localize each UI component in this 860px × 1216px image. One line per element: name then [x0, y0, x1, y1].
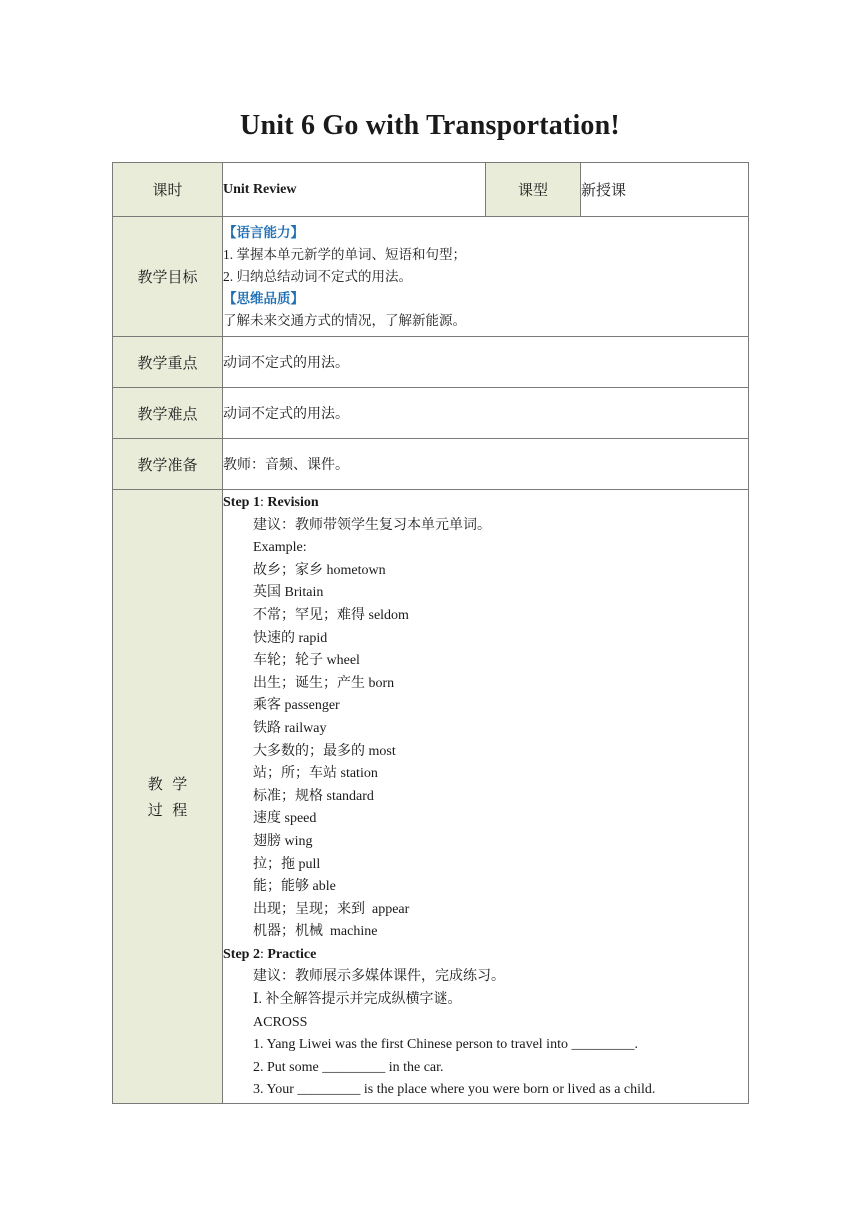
difficulties-label: 教学难点 [113, 388, 223, 439]
clue-item: 2. Put some _________ in the car. [253, 1059, 444, 1075]
document-title: Unit 6 Go with Transportation! [240, 110, 620, 141]
word-item: 标准；规格 standard [253, 788, 374, 804]
lesson-value: Unit Review [223, 163, 486, 217]
row-preparation [113, 439, 749, 490]
word-item: 能；能够 able [253, 879, 336, 895]
step2-title: Step 2 [223, 946, 260, 962]
word-item: 拉；拖 pull [253, 856, 321, 872]
row-difficulties [113, 388, 749, 439]
process-content [223, 490, 749, 1104]
row-process [113, 490, 749, 1104]
word-item: 车轮；轮子 wheel [253, 653, 360, 669]
word-item: 故乡；家乡 hometown [253, 562, 386, 578]
word-item: 不常；罕见；难得 seldom [253, 607, 409, 623]
step1-title: Step 1 [223, 495, 260, 510]
step1-heading: Step 1: Revision [223, 495, 319, 510]
preparation-text: 教师：音频、课件。 [223, 439, 749, 490]
step1-suggestion: 建议：教师带领学生复习本单元单词。 [253, 517, 491, 533]
objective-item-2: 2. 归纳总结动词不定式的用法。 [223, 268, 412, 284]
lesson-type-value: 新授课 [581, 163, 749, 217]
word-item: 出生；诞生；产生 born [253, 675, 395, 691]
row-key-points [113, 337, 749, 388]
example-label: Example: [253, 540, 307, 556]
across-label: ACROSS [253, 1014, 308, 1030]
word-item: 速度 speed [253, 811, 317, 827]
language-ability-heading: 【语言能力】 [223, 224, 304, 240]
objective-item-1: 1. 掌握本单元新学的单词、短语和句型； [223, 246, 466, 262]
thinking-quality-heading: 【思维品质】 [223, 290, 304, 306]
exercise-title: Ⅰ. 补全解答提示并完成纵横字谜。 [253, 992, 462, 1008]
thinking-quality-text: 了解未来交通方式的情况，了解新能源。 [223, 312, 466, 328]
clue-item: 3. Your _________ is the place where you were born or lived as a child. [253, 1082, 656, 1098]
lesson-type-label: 课型 [486, 163, 581, 217]
step2-heading: Step 2: Practice [223, 946, 317, 962]
row-objectives [113, 217, 749, 337]
word-item: 英国 Britain [253, 585, 324, 601]
clue-item: 1. Yang Liwei was the first Chinese person to travel into _________. [253, 1037, 638, 1053]
key-points-text: 动词不定式的用法。 [223, 337, 749, 388]
preparation-label: 教学准备 [113, 439, 223, 490]
step1-name: Revision [267, 495, 319, 510]
step2-name: Practice [267, 946, 317, 962]
word-item: 站；所；车站 station [253, 766, 378, 782]
word-list [223, 560, 748, 944]
word-item: 机器；机械 machine [253, 924, 378, 940]
process-label-line-1: 教 学 [147, 774, 188, 793]
process-label [113, 490, 223, 1104]
key-points-label: 教学重点 [113, 337, 223, 388]
step2-suggestion: 建议：教师展示多媒体课件，完成练习。 [253, 969, 505, 985]
word-item: 快速的 rapid [253, 630, 328, 646]
word-item: 翅膀 wing [253, 833, 313, 849]
lesson-plan-table [112, 162, 749, 1104]
word-item: 铁路 railway [253, 720, 327, 736]
word-item: 大多数的；最多的 most [253, 743, 396, 759]
difficulties-text: 动词不定式的用法。 [223, 388, 749, 439]
process-label-line-2: 过 程 [147, 800, 188, 819]
lesson-label: 课时 [113, 163, 223, 217]
word-item: 出现；呈现；来到 appear [253, 901, 410, 917]
row-lesson [113, 163, 749, 217]
word-item: 乘客 passenger [253, 698, 340, 714]
objectives-content [223, 217, 749, 337]
objectives-label: 教学目标 [113, 217, 223, 337]
